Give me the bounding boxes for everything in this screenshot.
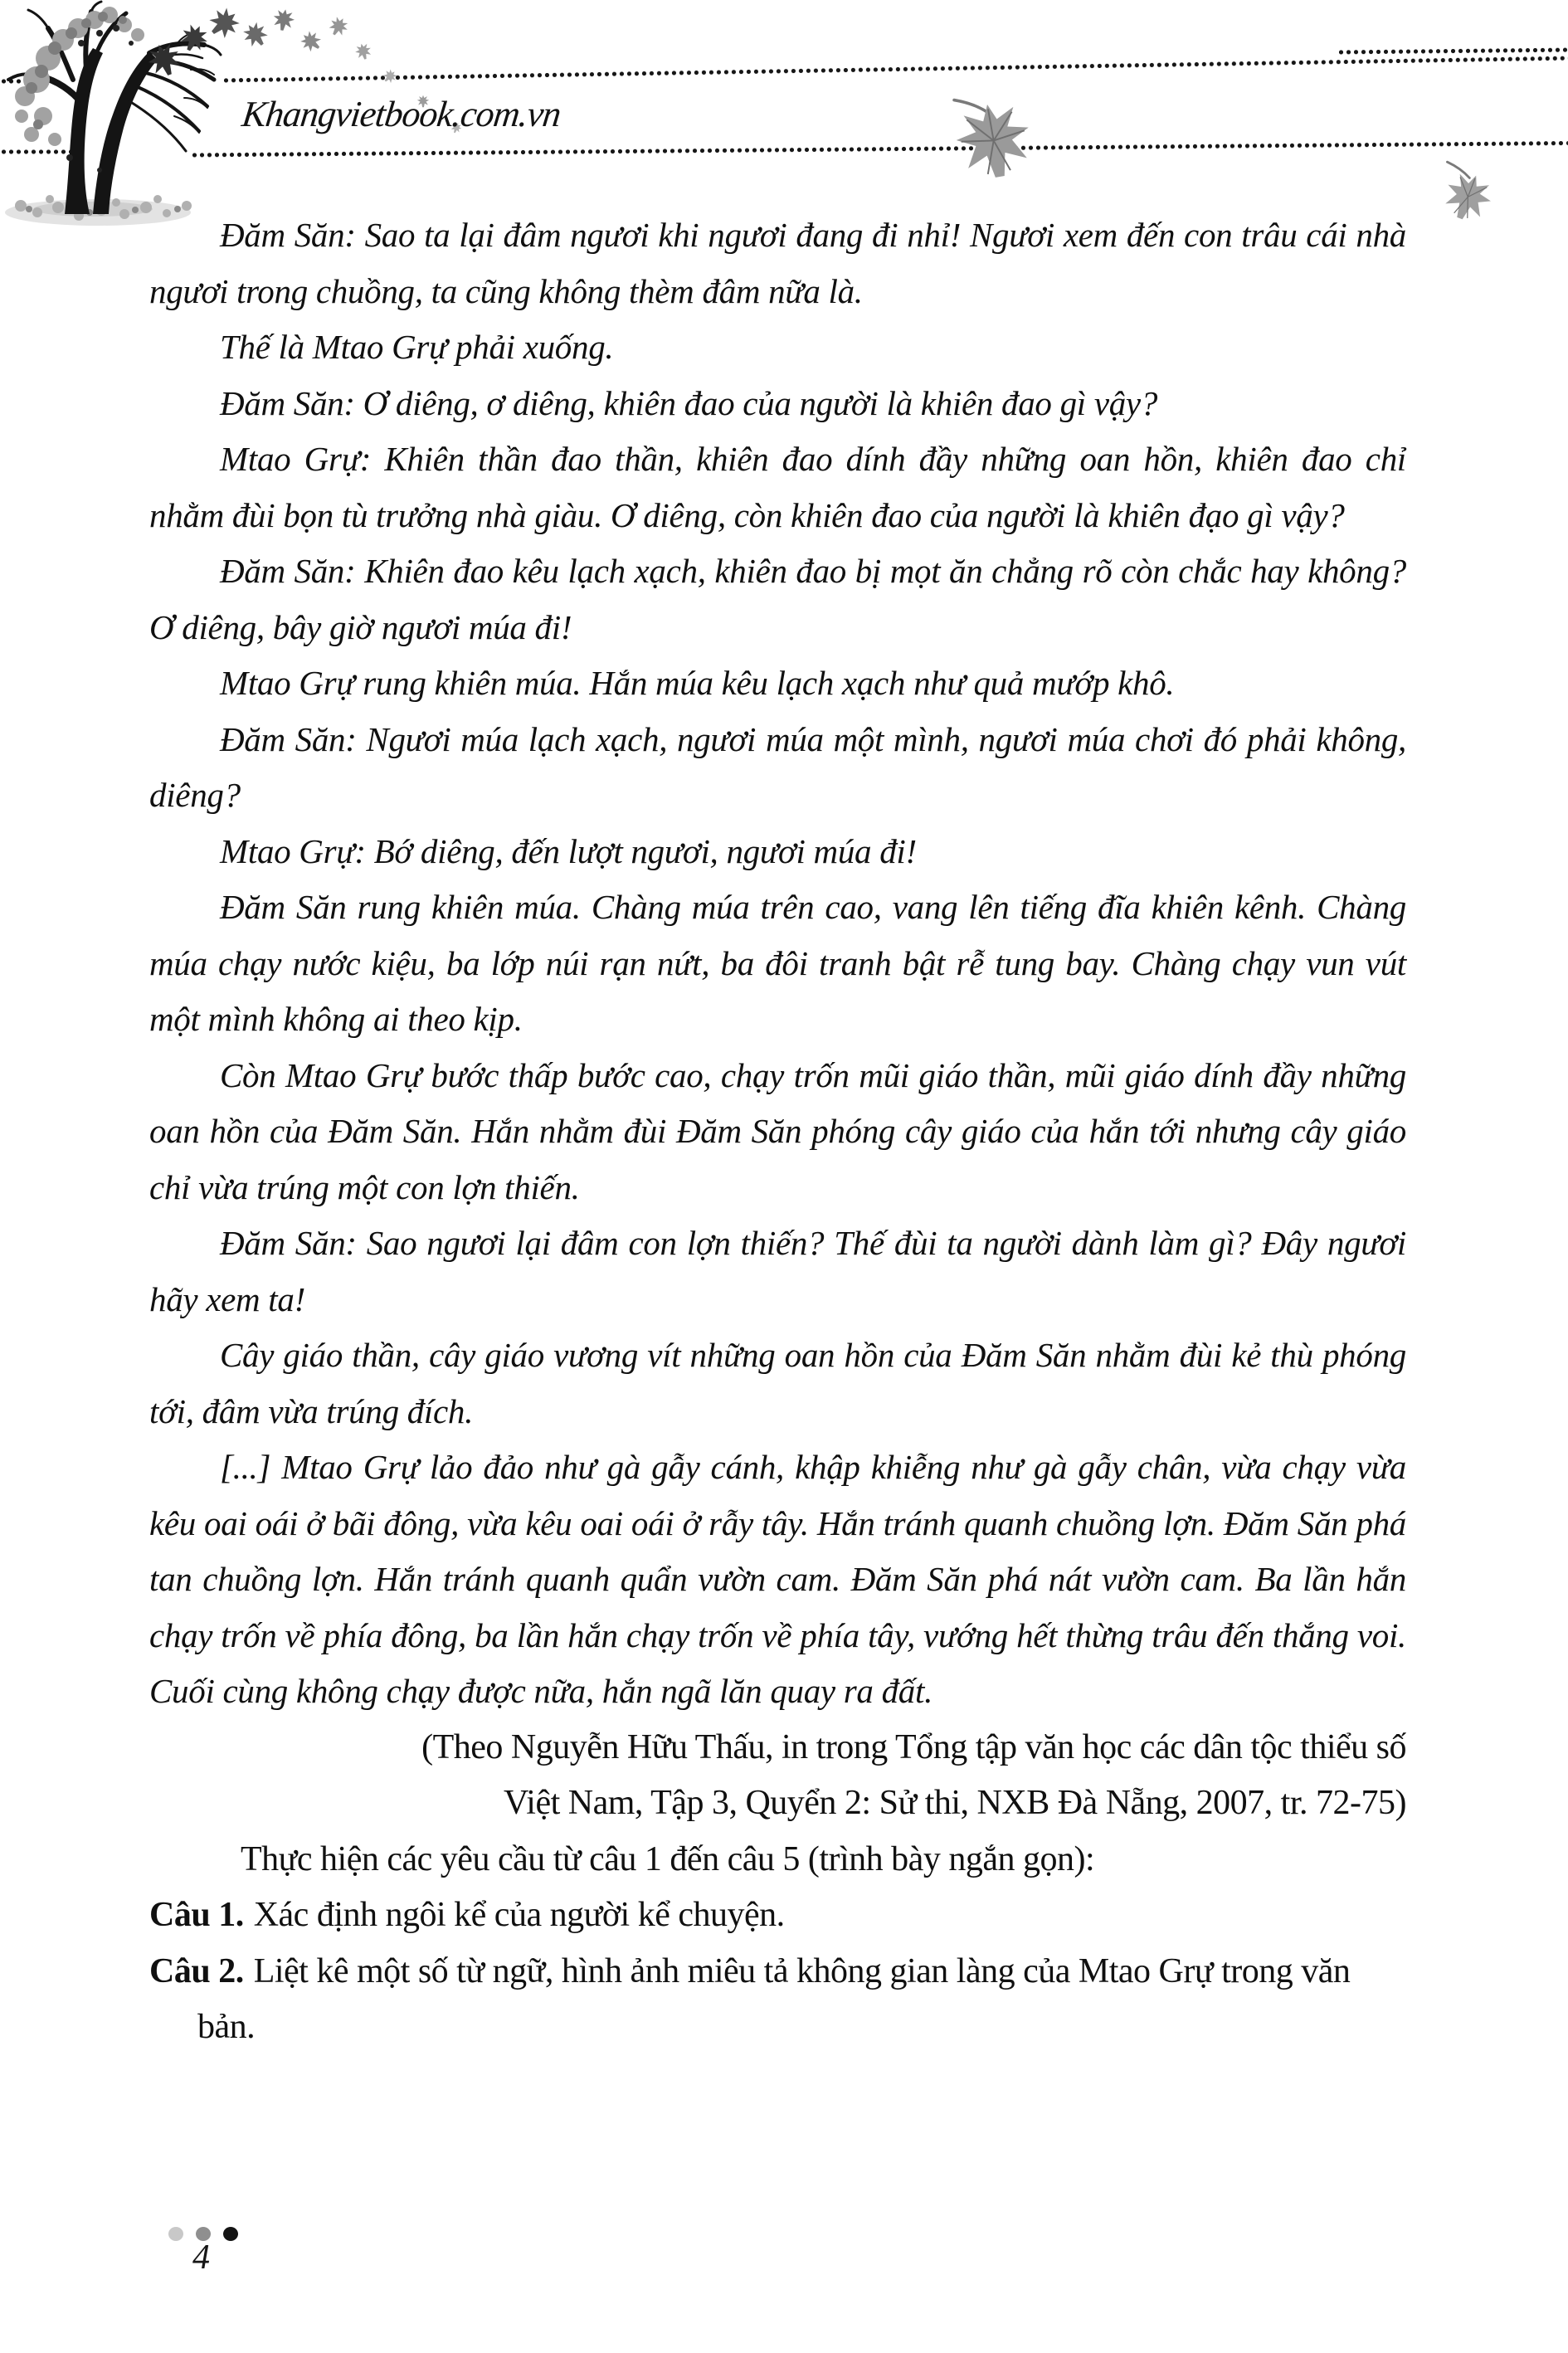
footer-dot bbox=[223, 2227, 238, 2241]
site-logo-text: Khangvietbook.com.vn bbox=[240, 94, 563, 134]
passage-paragraph: Thế là Mtao Grự phải xuống. bbox=[220, 328, 614, 366]
question-1 bbox=[149, 1888, 1406, 1944]
passage-paragraph: Đăm Săn: Sao ta lại đâm ngươi khi ngươi đang đi nhỉ! Ngươi xem đến con trâu cái nhà ngươi trong chuồng, ta cũng không thèm đâm nữa là. bbox=[149, 216, 1406, 310]
passage-paragraph: Mtao Grự: Khiên thần đao thần, khiên đao dính đầy những oan hồn, khiên đao chỉ nhằm đùi bọn tù trưởng nhà giàu. Ơ diêng, còn khiên đao của người là khiên đạo gì vậy? bbox=[149, 440, 1406, 534]
passage-paragraph: Đăm Săn rung khiên múa. Chàng múa trên cao, vang lên tiếng đĩa khiên kênh. Chàng múa chạy nước kiệu, ba lớp núi rạn nứt, ba đôi tranh bật rễ tung bay. Chàng chạy vun vút một mình không ai theo kịp. bbox=[149, 888, 1406, 1038]
question-1-label: Câu 1. bbox=[149, 1896, 244, 1934]
maple-leaf-icon bbox=[1424, 150, 1512, 230]
citation-line: (Theo Nguyễn Hữu Thấu, in trong Tổng tập văn học các dân tộc thiểu số bbox=[421, 1727, 1406, 1766]
citation bbox=[149, 1720, 1406, 1832]
passage-paragraph: Mtao Grự rung khiên múa. Hắn múa kêu lạch xạch như quả mướp khô. bbox=[220, 664, 1175, 702]
passage-paragraph: Đăm Săn: Sao ngươi lại đâm con lợn thiến? Thế đùi ta người dành làm gì? Đây ngươi hãy xem ta! bbox=[149, 1224, 1406, 1318]
dotted-rule-top-right-stub bbox=[1337, 47, 1568, 55]
question-2 bbox=[149, 1944, 1406, 2056]
question-1-text: Xác định ngôi kể của người kể chuyện. bbox=[253, 1896, 785, 1934]
passage-paragraph: Đăm Săn: Ngươi múa lạch xạch, ngươi múa một mình, ngươi múa chơi đó phải không, diêng? bbox=[149, 719, 1406, 814]
passage-paragraph: Đăm Săn: Khiên đao kêu lạch xạch, khiên đao bị mọt ăn chẳng rõ còn chắc hay không? Ơ diêng, bây giờ ngươi múa đi! bbox=[149, 552, 1406, 646]
question-2-label: Câu 2. bbox=[149, 1951, 244, 1990]
passage-paragraph: Còn Mtao Grự bước thấp bước cao, chạy trốn mũi giáo thần, mũi giáo dính đầy những oan hồn của Đăm Săn. Hắn nhằm đùi Đăm Săn phóng cây giáo của hắn tới nhưng cây giáo chỉ vừa trúng một con lợn thiến. bbox=[149, 1055, 1406, 1206]
maple-leaf-icon bbox=[927, 74, 1059, 192]
reading-passage bbox=[149, 207, 1406, 2056]
passage-paragraph: [...] Mtao Grự lảo đảo như gà gẫy cánh, khập khiễng như gà gẫy chân, vừa chạy vừa kêu oai oái ở bãi đông, vừa kêu oai oái ở rẫy tây. Hắn tránh quanh chuồng lợn. Đăm Săn phá tan chuồng lợn. Hắn tránh quanh quẩn vườn cam. Đăm Săn phá nát vườn cam. Ba lần hắn chạy trốn về phía đông, ba lần hắn chạy trốn về phía tây, vướng hết thừng trâu đến thắng voi. Cuối cùng không chạy được nữa, hắn ngã lăn quay ra đất. bbox=[149, 1448, 1406, 1710]
footer-dot bbox=[168, 2227, 183, 2241]
passage-paragraph: Đăm Săn: Ơ diêng, ơ diêng, khiên đao của người là khiên đao gì vậy? bbox=[220, 383, 1158, 422]
question-2-text: Liệt kê một số từ ngữ, hình ảnh miêu tả không gian làng của Mtao Grự trong văn bản. bbox=[197, 1951, 1351, 2046]
page-number: 4 bbox=[192, 2239, 210, 2277]
citation-line: Việt Nam, Tập 3, Quyển 2: Sử thi, NXB Đà Nẵng, 2007, tr. 72-75) bbox=[503, 1784, 1406, 1822]
instruction-line: Thực hiện các yêu cầu từ câu 1 đến câu 5 (trình bày ngắn gọn): bbox=[241, 1839, 1095, 1878]
passage-paragraph: Cây giáo thần, cây giáo vương vít những oan hồn của Đăm Săn nhằm đùi kẻ thù phóng tới, đâm vừa trúng đích. bbox=[149, 1336, 1406, 1430]
passage-paragraph: Mtao Grự: Bớ diêng, đến lượt ngươi, ngươi múa đi! bbox=[220, 831, 917, 870]
